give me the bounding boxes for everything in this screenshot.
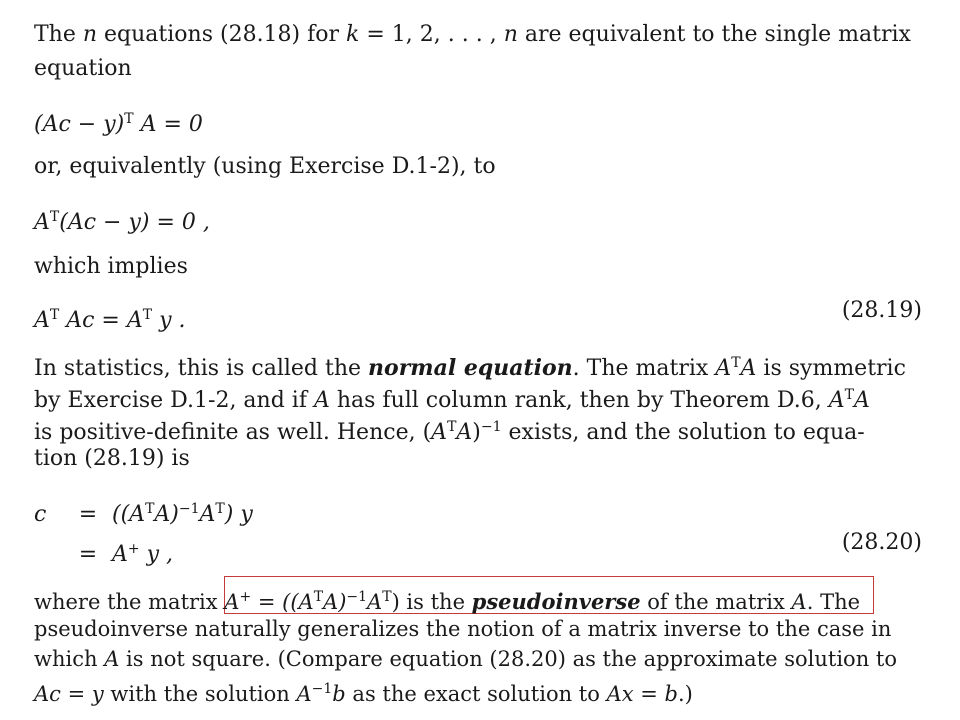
eq-part: Ac = A	[66, 308, 143, 333]
eq-part: A	[112, 542, 128, 567]
text: exists, and the solution to equa-	[501, 420, 865, 445]
text: are equivalent to the single matrix	[517, 22, 911, 47]
term-pseudoinverse: pseudoinverse	[471, 589, 641, 614]
math: Ax = b	[606, 682, 678, 706]
math: Ac = y	[34, 682, 104, 706]
equation-1	[34, 106, 203, 138]
superscript: +	[239, 589, 252, 605]
paragraph3-line3	[34, 646, 897, 672]
text: .	[806, 590, 814, 614]
superscript: T	[313, 589, 324, 605]
eq-part: A = 0	[140, 112, 203, 137]
paragraph3-line4	[34, 676, 693, 707]
text: which	[34, 647, 105, 671]
text: is positive-definite as well. Hence, (	[34, 420, 432, 445]
superscript: −1	[346, 589, 368, 605]
equation-number-28-19: (28.19)	[841, 298, 922, 323]
text: with the solution	[103, 682, 297, 706]
equation-3	[34, 302, 186, 334]
term-normal-equation: normal equation	[368, 355, 573, 381]
superscript: T	[142, 307, 153, 323]
eq-part: (Ac − y) = 0 ,	[59, 210, 210, 235]
eq-part: A	[34, 210, 50, 235]
text: is not square. (Compare equation (28.20) as the approximate solution to	[119, 647, 897, 671]
equation-4-line2	[34, 536, 173, 568]
math: A	[828, 388, 845, 413]
math: A	[296, 682, 312, 706]
paragraph3-line1	[34, 584, 860, 615]
eq-relation: =	[78, 502, 98, 527]
math: A	[431, 420, 448, 445]
paragraph2-line3	[34, 414, 865, 446]
math: A	[791, 590, 807, 614]
superscript: T	[145, 501, 155, 517]
superscript: T	[49, 209, 60, 225]
paragraph2-line2	[34, 382, 870, 414]
eq-part: A)	[154, 502, 179, 527]
math: A	[715, 356, 732, 381]
text: The	[813, 590, 861, 614]
superscript: T	[731, 355, 741, 371]
paragraph2-line1	[34, 350, 906, 382]
superscript: T	[124, 111, 134, 127]
superscript: T	[382, 589, 392, 605]
text: = 1, 2, . . . ,	[359, 22, 504, 47]
math-k: k	[346, 22, 360, 47]
superscript: T	[49, 307, 60, 323]
superscript: T	[844, 387, 854, 403]
equation-4-line1	[34, 496, 253, 528]
text: has full column rank, then by Theorem D.6,	[329, 388, 829, 413]
math: b	[332, 682, 346, 706]
eq-part: (Ac − y)	[34, 112, 125, 137]
eq-relation: =	[78, 542, 98, 567]
eq-part: ) y	[224, 502, 253, 527]
eq-part: y ,	[146, 542, 174, 567]
which-implies-line: which implies	[34, 254, 188, 279]
text: ) is the	[391, 590, 472, 614]
text: In statistics, this is called the	[34, 356, 369, 381]
eq-lhs: c	[34, 502, 47, 527]
superscript: −1	[480, 419, 502, 435]
equation-number-28-20: (28.20)	[841, 530, 922, 555]
paragraph2-line4: tion (28.19) is	[34, 446, 190, 471]
text: .)	[677, 682, 693, 706]
math: = ((A	[251, 590, 314, 614]
text: . The matrix	[572, 356, 716, 381]
math: A	[104, 647, 120, 671]
or-line: or, equivalently (using Exercise D.1-2), to	[34, 154, 496, 179]
eq-part: ((A	[112, 502, 146, 527]
text: )	[472, 420, 481, 445]
math: A	[853, 388, 870, 413]
text: of the matrix	[640, 590, 792, 614]
math: A	[313, 388, 330, 413]
math: A	[367, 590, 383, 614]
text: equations (28.18) for	[97, 22, 347, 47]
eq-part: A	[199, 502, 216, 527]
text: is symmetric	[756, 356, 906, 381]
superscript: T	[447, 419, 457, 435]
superscript: −1	[178, 501, 200, 517]
math-n: n	[82, 22, 98, 47]
math: A	[456, 420, 473, 445]
eq-part: A	[34, 308, 50, 333]
paragraph1-line1	[34, 22, 911, 48]
superscript: −1	[311, 681, 333, 697]
text: The	[34, 22, 83, 47]
text: by Exercise D.1-2, and if	[34, 388, 314, 413]
math: A	[740, 356, 757, 381]
equation-2	[34, 204, 210, 236]
paragraph1-line2: equation	[34, 56, 132, 81]
text: where the matrix	[34, 590, 225, 614]
math: A)	[323, 590, 347, 614]
eq-part: y .	[159, 308, 186, 333]
superscript: T	[215, 501, 225, 517]
math-n: n	[503, 22, 518, 47]
text: as the exact solution to	[345, 682, 607, 706]
paragraph3-line2: pseudoinverse naturally generalizes the notion of a matrix inverse to the case in	[34, 617, 892, 641]
superscript: +	[127, 541, 140, 557]
math: A	[224, 590, 240, 614]
